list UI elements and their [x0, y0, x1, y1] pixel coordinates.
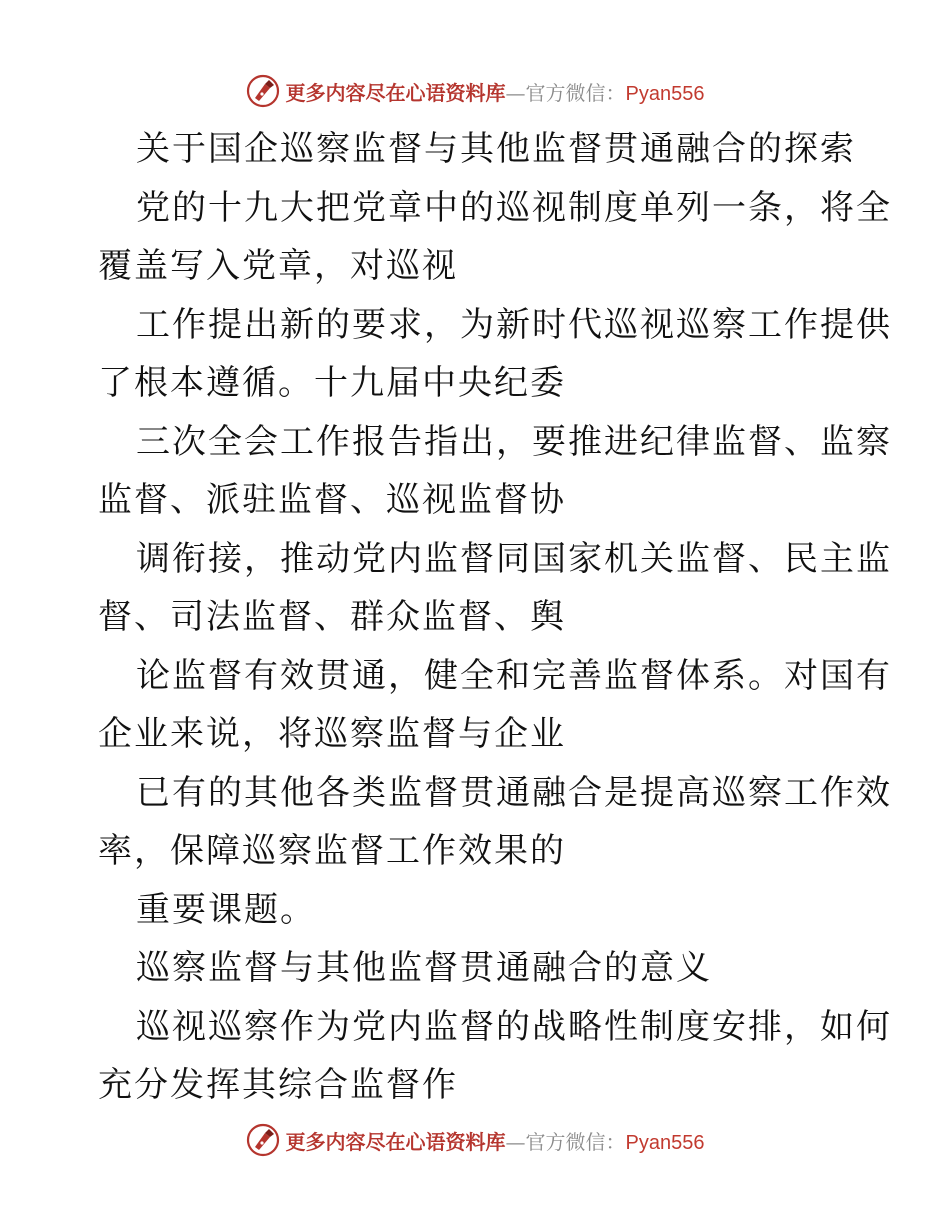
pen-nib-logo-icon — [246, 74, 280, 108]
footer-brand-main: 更多内容尽在心语资料库 — [285, 1129, 506, 1154]
document-body — [98, 120, 892, 1115]
header-brand-separator: —官方微信： — [505, 80, 626, 105]
paragraph-line: 工作提出新的要求，为新时代巡视巡察工作提供 — [136, 304, 892, 345]
paragraph-line: 三次全会工作报告指出，要推进纪律监督、监察 — [136, 421, 892, 462]
paragraph-line: 充分发挥其综合监督作 — [98, 1065, 458, 1105]
paragraph-line: 监督、派驻监督、巡视监督协 — [98, 480, 566, 520]
document-title: 关于国企巡察监督与其他监督贯通融合的探索 — [136, 129, 856, 169]
paragraph-line: 重要课题。 — [136, 889, 316, 930]
header-brand-id: Pyan556 — [625, 82, 705, 105]
header-brand-main: 更多内容尽在心语资料库 — [285, 80, 506, 105]
paragraph-line: 巡视巡察作为党内监督的战略性制度安排，如何 — [136, 1006, 892, 1047]
paragraph-line: 覆盖写入党章，对巡视 — [98, 246, 458, 286]
paragraph-line: 企业来说，将巡察监督与企业 — [98, 714, 566, 754]
footer-brand-text — [286, 1126, 705, 1155]
footer-brand-id: Pyan556 — [625, 1131, 705, 1154]
paragraph-line: 督、司法监督、群众监督、舆 — [98, 597, 566, 637]
paragraph-line: 论监督有效贯通，健全和完善监督体系。对国有 — [136, 655, 892, 696]
section-heading: 巡察监督与其他监督贯通融合的意义 — [136, 948, 712, 988]
paragraph-line: 率，保障巡察监督工作效果的 — [98, 831, 566, 871]
page-footer-brand — [0, 1120, 950, 1160]
footer-brand-separator: —官方微信： — [505, 1129, 626, 1154]
paragraph-line: 党的十九大把党章中的巡视制度单列一条，将全 — [136, 187, 892, 228]
pen-nib-logo-icon — [246, 1123, 280, 1157]
paragraph-line: 调衔接，推动党内监督同国家机关监督、民主监 — [136, 538, 892, 579]
page-header-brand — [0, 71, 950, 111]
paragraph-line: 了根本遵循。十九届中央纪委 — [98, 363, 566, 403]
paragraph-line: 已有的其他各类监督贯通融合是提高巡察工作效 — [136, 772, 892, 813]
header-brand-text — [286, 77, 705, 106]
